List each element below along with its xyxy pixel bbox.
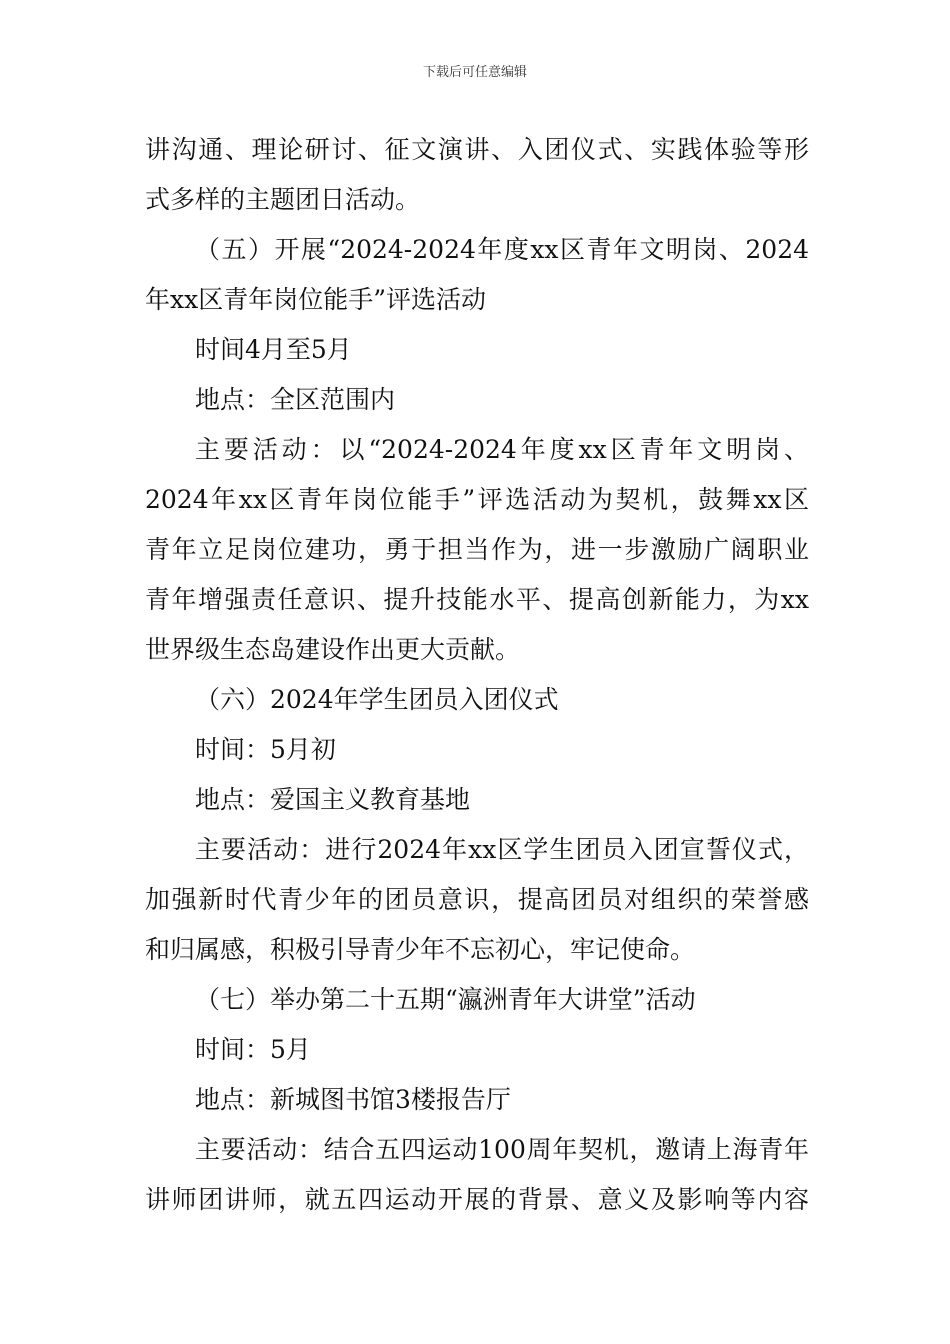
location-line: 地点：爱国主义教育基地 <box>195 785 471 814</box>
paragraph-line: 加强新时代青少年的团员意识，提高团员对组织的荣誉感 <box>145 885 809 914</box>
paragraph-line: 和归属感，积极引导青少年不忘初心，牢记使命。 <box>145 935 696 964</box>
section-heading-7: （七）举办第二十五期“瀛洲青年大讲堂”活动 <box>195 985 696 1014</box>
document-body <box>145 125 809 1225</box>
paragraph-line: 青年增强责任意识、提升技能水平、提高创新能力，为xx <box>145 585 809 614</box>
section-heading-6: （六）2024年学生团员入团仪式 <box>195 685 559 714</box>
paragraph-line: 讲沟通、理论研讨、征文演讲、入团仪式、实践体验等形 <box>145 135 809 164</box>
section-heading-5-cont: 年xx区青年岗位能手”评选活动 <box>145 285 486 314</box>
time-line: 时间：5月初 <box>195 735 336 764</box>
activity-line: 主要活动：进行2024年xx区学生团员入团宣誓仪式， <box>195 835 809 864</box>
location-line: 地点：新城图书馆3楼报告厅 <box>195 1085 511 1114</box>
location-line: 地点：全区范围内 <box>195 385 396 414</box>
paragraph-line: 式多样的主题团日活动。 <box>145 185 421 214</box>
time-line: 时间：5月 <box>195 1035 311 1064</box>
paragraph-line: 2024年xx区青年岗位能手”评选活动为契机，鼓舞xx区 <box>145 485 809 514</box>
time-line: 时间4月至5月 <box>195 335 352 364</box>
paragraph-line: 世界级生态岛建设作出更大贡献。 <box>145 635 521 664</box>
activity-line: 主要活动：结合五四运动100周年契机，邀请上海青年 <box>195 1135 809 1164</box>
paragraph-line: 青年立足岗位建功，勇于担当作为，进一步激励广阔职业 <box>145 535 809 564</box>
paragraph-line: 讲师团讲师，就五四运动开展的背景、意义及影响等内容 <box>145 1185 809 1214</box>
activity-line: 主要活动：以“2024-2024年度xx区青年文明岗、 <box>195 435 809 464</box>
section-heading-5: （五）开展“2024-2024年度xx区青年文明岗、2024 <box>195 235 809 264</box>
page-header: 下载后可任意编辑 <box>422 65 527 80</box>
